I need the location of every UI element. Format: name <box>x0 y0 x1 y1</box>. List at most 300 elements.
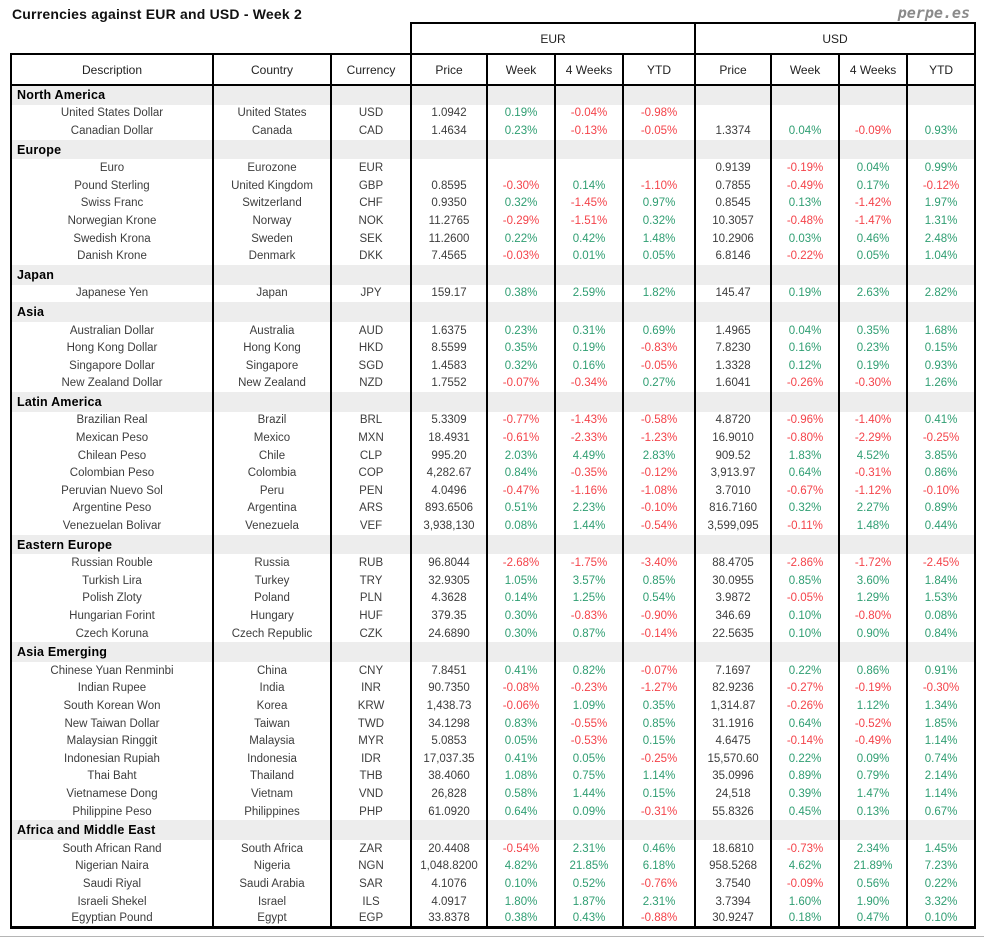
section-filler-cell <box>411 140 487 160</box>
eur-ytd-cell: 0.85% <box>623 715 695 733</box>
usd-price-cell: 1.3328 <box>695 357 771 375</box>
country-cell: Denmark <box>213 247 331 265</box>
eur-ytd-cell: 0.54% <box>623 590 695 608</box>
usd-4weeks-cell: 3.60% <box>839 572 907 590</box>
country-cell: India <box>213 680 331 698</box>
usd-ytd-cell: 0.67% <box>907 803 975 821</box>
usd-price-cell: 30.9247 <box>695 910 771 928</box>
eur-week-cell: 4.82% <box>487 858 555 876</box>
section-filler-cell <box>487 820 555 840</box>
currency-code-cell: CAD <box>331 122 411 140</box>
section-header-row <box>11 265 975 285</box>
description-cell: Euro <box>11 159 213 177</box>
description-cell: Nigerian Naira <box>11 858 213 876</box>
table-row <box>11 893 975 911</box>
table-row <box>11 357 975 375</box>
usd-price-cell: 0.9139 <box>695 159 771 177</box>
country-cell: Singapore <box>213 357 331 375</box>
usd-ytd-cell: 1.14% <box>907 732 975 750</box>
section-filler-cell <box>907 642 975 662</box>
usd-4weeks-cell: 4.52% <box>839 447 907 465</box>
usd-week-cell: 0.64% <box>771 464 839 482</box>
eur-price-cell: 0.8595 <box>411 177 487 195</box>
col-header-usd-week: Week <box>771 54 839 85</box>
usd-week-cell: 0.64% <box>771 715 839 733</box>
eur-week-cell: 0.38% <box>487 285 555 303</box>
eur-week-cell: 1.80% <box>487 893 555 911</box>
usd-ytd-cell: 0.41% <box>907 412 975 430</box>
col-header-eur-price: Price <box>411 54 487 85</box>
table-row <box>11 247 975 265</box>
usd-ytd-cell: 0.91% <box>907 662 975 680</box>
section-filler-cell <box>771 302 839 322</box>
usd-ytd-cell: 3.85% <box>907 447 975 465</box>
currency-code-cell: KRW <box>331 697 411 715</box>
usd-4weeks-cell: -0.31% <box>839 464 907 482</box>
section-filler-cell <box>771 535 839 555</box>
eur-4weeks-cell: -1.51% <box>555 212 623 230</box>
eur-price-cell: 995.20 <box>411 447 487 465</box>
section-filler-cell <box>907 535 975 555</box>
eur-week-cell: -0.06% <box>487 697 555 715</box>
usd-week-cell: -0.22% <box>771 247 839 265</box>
usd-4weeks-cell: -1.47% <box>839 212 907 230</box>
eur-ytd-cell <box>623 159 695 177</box>
usd-ytd-cell: 0.86% <box>907 464 975 482</box>
usd-price-cell: 88.4705 <box>695 554 771 572</box>
eur-ytd-cell: 0.05% <box>623 247 695 265</box>
country-cell: Argentina <box>213 500 331 518</box>
description-cell: Indian Rupee <box>11 680 213 698</box>
section-filler-cell <box>555 302 623 322</box>
section-filler-cell <box>839 820 907 840</box>
table-row <box>11 212 975 230</box>
currency-code-cell: ZAR <box>331 840 411 858</box>
currency-code-cell: AUD <box>331 322 411 340</box>
col-header-usd-price: Price <box>695 54 771 85</box>
currency-code-cell: JPY <box>331 285 411 303</box>
eur-ytd-cell: -0.54% <box>623 517 695 535</box>
eur-ytd-cell: 1.14% <box>623 768 695 786</box>
eur-price-cell: 11.2600 <box>411 230 487 248</box>
eur-ytd-cell: 1.48% <box>623 230 695 248</box>
description-cell: Vietnamese Dong <box>11 785 213 803</box>
section-filler-cell <box>331 535 411 555</box>
eur-week-cell: 0.23% <box>487 122 555 140</box>
currency-code-cell: HKD <box>331 339 411 357</box>
usd-price-cell: 1,314.87 <box>695 697 771 715</box>
eur-4weeks-cell: 0.01% <box>555 247 623 265</box>
country-cell: Hungary <box>213 607 331 625</box>
currency-table-body <box>11 85 975 928</box>
eur-price-cell: 4.3628 <box>411 590 487 608</box>
eur-4weeks-cell: 3.57% <box>555 572 623 590</box>
currency-code-cell: ILS <box>331 893 411 911</box>
description-cell: United States Dollar <box>11 105 213 123</box>
eur-4weeks-cell: 0.19% <box>555 339 623 357</box>
usd-4weeks-cell: -2.29% <box>839 429 907 447</box>
section-header-row <box>11 140 975 160</box>
currency-code-cell: PLN <box>331 590 411 608</box>
country-cell: Australia <box>213 322 331 340</box>
section-filler-cell <box>623 820 695 840</box>
description-cell: Hungarian Forint <box>11 607 213 625</box>
eur-price-cell: 8.5599 <box>411 339 487 357</box>
usd-ytd-cell: -0.30% <box>907 680 975 698</box>
table-row <box>11 195 975 213</box>
eur-4weeks-cell: 0.09% <box>555 803 623 821</box>
currency-code-cell: TRY <box>331 572 411 590</box>
usd-week-cell: 0.13% <box>771 195 839 213</box>
eur-ytd-cell: 0.46% <box>623 840 695 858</box>
eur-4weeks-cell: 0.87% <box>555 625 623 643</box>
usd-4weeks-cell: 2.34% <box>839 840 907 858</box>
usd-week-cell: 1.60% <box>771 893 839 911</box>
usd-price-cell: 1.4965 <box>695 322 771 340</box>
country-cell: United States <box>213 105 331 123</box>
usd-ytd-cell: 0.99% <box>907 159 975 177</box>
usd-ytd-cell: 1.53% <box>907 590 975 608</box>
usd-4weeks-cell: -1.42% <box>839 195 907 213</box>
section-filler-cell <box>839 265 907 285</box>
eur-week-cell: 0.22% <box>487 230 555 248</box>
usd-price-cell: 10.2906 <box>695 230 771 248</box>
eur-price-cell: 1.7552 <box>411 375 487 393</box>
section-filler-cell <box>771 820 839 840</box>
section-filler-cell <box>487 642 555 662</box>
usd-week-cell: -2.86% <box>771 554 839 572</box>
currency-code-cell: SEK <box>331 230 411 248</box>
usd-4weeks-cell: 1.48% <box>839 517 907 535</box>
group-header-row <box>11 23 975 54</box>
table-row <box>11 697 975 715</box>
country-cell: Turkey <box>213 572 331 590</box>
usd-ytd-cell: 1.45% <box>907 840 975 858</box>
usd-4weeks-cell: 2.63% <box>839 285 907 303</box>
usd-ytd-cell: 1.85% <box>907 715 975 733</box>
usd-week-cell: -0.26% <box>771 375 839 393</box>
currency-code-cell: PHP <box>331 803 411 821</box>
eur-week-cell: -2.68% <box>487 554 555 572</box>
description-cell: Mexican Peso <box>11 429 213 447</box>
section-filler-cell <box>213 642 331 662</box>
country-cell: Sweden <box>213 230 331 248</box>
usd-week-cell: -0.49% <box>771 177 839 195</box>
section-filler-cell <box>771 642 839 662</box>
usd-week-cell: -0.26% <box>771 697 839 715</box>
usd-ytd-cell: -0.25% <box>907 429 975 447</box>
usd-price-cell: 816.7160 <box>695 500 771 518</box>
usd-price-cell: 24,518 <box>695 785 771 803</box>
usd-ytd-cell: 0.22% <box>907 875 975 893</box>
eur-ytd-cell: -1.08% <box>623 482 695 500</box>
usd-price-cell: 4.8720 <box>695 412 771 430</box>
usd-ytd-cell: 1.26% <box>907 375 975 393</box>
usd-ytd-cell: 0.84% <box>907 625 975 643</box>
usd-week-cell: 1.83% <box>771 447 839 465</box>
section-filler-cell <box>331 642 411 662</box>
usd-ytd-cell: 0.89% <box>907 500 975 518</box>
description-cell: Thai Baht <box>11 768 213 786</box>
section-filler-cell <box>907 140 975 160</box>
currency-code-cell: USD <box>331 105 411 123</box>
currency-code-cell: RUB <box>331 554 411 572</box>
usd-price-cell: 3,913.97 <box>695 464 771 482</box>
eur-week-cell: -0.08% <box>487 680 555 698</box>
eur-4weeks-cell: 1.25% <box>555 590 623 608</box>
eur-4weeks-cell <box>555 159 623 177</box>
usd-price-cell: 0.8545 <box>695 195 771 213</box>
eur-ytd-cell: -0.05% <box>623 122 695 140</box>
eur-ytd-cell: -1.10% <box>623 177 695 195</box>
table-row <box>11 375 975 393</box>
usd-price-cell: 1.3374 <box>695 122 771 140</box>
eur-ytd-cell: -0.98% <box>623 105 695 123</box>
currency-code-cell: HUF <box>331 607 411 625</box>
eur-price-cell: 38.4060 <box>411 768 487 786</box>
currency-code-cell: EGP <box>331 910 411 928</box>
usd-week-cell: -0.48% <box>771 212 839 230</box>
eur-ytd-cell: -0.90% <box>623 607 695 625</box>
currency-code-cell: NGN <box>331 858 411 876</box>
section-filler-cell <box>623 140 695 160</box>
usd-ytd-cell: 1.04% <box>907 247 975 265</box>
table-row <box>11 732 975 750</box>
usd-week-cell: -0.96% <box>771 412 839 430</box>
eur-4weeks-cell: -1.16% <box>555 482 623 500</box>
eur-4weeks-cell: 0.43% <box>555 910 623 928</box>
section-filler-cell <box>907 265 975 285</box>
eur-ytd-cell: 0.15% <box>623 785 695 803</box>
eur-week-cell: 0.32% <box>487 357 555 375</box>
eur-ytd-cell: -0.12% <box>623 464 695 482</box>
eur-4weeks-cell: -2.33% <box>555 429 623 447</box>
usd-week-cell: 0.04% <box>771 322 839 340</box>
eur-ytd-cell: 2.83% <box>623 447 695 465</box>
eur-price-cell: 159.17 <box>411 285 487 303</box>
section-filler-cell <box>839 392 907 412</box>
usd-ytd-cell: 1.34% <box>907 697 975 715</box>
description-cell: Hong Kong Dollar <box>11 339 213 357</box>
usd-price-cell: 22.5635 <box>695 625 771 643</box>
description-cell: Australian Dollar <box>11 322 213 340</box>
eur-price-cell: 3,938,130 <box>411 517 487 535</box>
usd-group-header: USD <box>695 23 975 54</box>
col-header-eur-ytd: YTD <box>623 54 695 85</box>
eur-week-cell: 0.64% <box>487 803 555 821</box>
page-bottom-rule <box>0 936 984 937</box>
usd-price-cell: 55.8326 <box>695 803 771 821</box>
eur-week-cell: 0.30% <box>487 625 555 643</box>
usd-ytd-cell: 0.93% <box>907 122 975 140</box>
eur-week-cell: -0.47% <box>487 482 555 500</box>
table-row <box>11 875 975 893</box>
usd-4weeks-cell: 0.56% <box>839 875 907 893</box>
country-cell: South Africa <box>213 840 331 858</box>
col-header-usd-ytd: YTD <box>907 54 975 85</box>
section-filler-cell <box>907 85 975 105</box>
eur-price-cell <box>411 159 487 177</box>
usd-4weeks-cell: -0.52% <box>839 715 907 733</box>
section-filler-cell <box>331 392 411 412</box>
usd-price-cell: 3.7010 <box>695 482 771 500</box>
section-title: Asia <box>11 302 213 322</box>
section-filler-cell <box>907 302 975 322</box>
table-row <box>11 159 975 177</box>
usd-ytd-cell: 1.84% <box>907 572 975 590</box>
eur-price-cell: 379.35 <box>411 607 487 625</box>
eur-ytd-cell: -0.88% <box>623 910 695 928</box>
description-cell: Venezuelan Bolivar <box>11 517 213 535</box>
eur-week-cell: 0.58% <box>487 785 555 803</box>
currency-code-cell: IDR <box>331 750 411 768</box>
currency-code-cell: CZK <box>331 625 411 643</box>
section-header-row <box>11 535 975 555</box>
eur-4weeks-cell: 0.82% <box>555 662 623 680</box>
usd-price-cell: 1.6041 <box>695 375 771 393</box>
description-cell: Philippine Peso <box>11 803 213 821</box>
description-cell: Polish Zloty <box>11 590 213 608</box>
description-cell: Brazilian Real <box>11 412 213 430</box>
usd-price-cell: 3.7540 <box>695 875 771 893</box>
table-row <box>11 177 975 195</box>
col-header-currency: Currency <box>331 54 411 85</box>
eur-4weeks-cell: -0.53% <box>555 732 623 750</box>
country-cell: Poland <box>213 590 331 608</box>
eur-ytd-cell: 0.15% <box>623 732 695 750</box>
currency-code-cell: TWD <box>331 715 411 733</box>
eur-ytd-cell: 1.82% <box>623 285 695 303</box>
table-row <box>11 662 975 680</box>
section-filler-cell <box>555 642 623 662</box>
eur-week-cell: 1.08% <box>487 768 555 786</box>
section-filler-cell <box>213 140 331 160</box>
section-filler-cell <box>695 85 771 105</box>
usd-week-cell: 4.62% <box>771 858 839 876</box>
usd-ytd-cell: 2.14% <box>907 768 975 786</box>
eur-price-cell: 18.4931 <box>411 429 487 447</box>
usd-4weeks-cell: -0.49% <box>839 732 907 750</box>
description-cell: Singapore Dollar <box>11 357 213 375</box>
eur-ytd-cell: -3.40% <box>623 554 695 572</box>
country-cell: Czech Republic <box>213 625 331 643</box>
usd-price-cell: 6.8146 <box>695 247 771 265</box>
table-row <box>11 768 975 786</box>
eur-ytd-cell: 0.27% <box>623 375 695 393</box>
table-row <box>11 750 975 768</box>
description-cell: Chinese Yuan Renminbi <box>11 662 213 680</box>
usd-4weeks-cell: 1.47% <box>839 785 907 803</box>
section-filler-cell <box>331 820 411 840</box>
eur-4weeks-cell: 4.49% <box>555 447 623 465</box>
usd-price-cell: 3.9872 <box>695 590 771 608</box>
currency-code-cell: INR <box>331 680 411 698</box>
section-filler-cell <box>695 392 771 412</box>
eur-ytd-cell: -0.05% <box>623 357 695 375</box>
section-title: Eastern Europe <box>11 535 213 555</box>
section-filler-cell <box>771 85 839 105</box>
usd-price-cell: 16.9010 <box>695 429 771 447</box>
table-row <box>11 715 975 733</box>
country-cell: Philippines <box>213 803 331 821</box>
description-cell: Peruvian Nuevo Sol <box>11 482 213 500</box>
section-header-row <box>11 392 975 412</box>
eur-week-cell: 0.32% <box>487 195 555 213</box>
usd-price-cell: 958.5268 <box>695 858 771 876</box>
eur-week-cell: -0.77% <box>487 412 555 430</box>
eur-ytd-cell: -0.31% <box>623 803 695 821</box>
description-cell: Danish Krone <box>11 247 213 265</box>
eur-week-cell: -0.30% <box>487 177 555 195</box>
usd-ytd-cell: 1.97% <box>907 195 975 213</box>
currency-code-cell: BRL <box>331 412 411 430</box>
currency-code-cell: CNY <box>331 662 411 680</box>
usd-price-cell: 3.7394 <box>695 893 771 911</box>
usd-4weeks-cell: 1.12% <box>839 697 907 715</box>
usd-price-cell: 145.47 <box>695 285 771 303</box>
usd-4weeks-cell: 1.29% <box>839 590 907 608</box>
section-filler-cell <box>623 392 695 412</box>
usd-price-cell: 31.1916 <box>695 715 771 733</box>
eur-price-cell: 1,048.8200 <box>411 858 487 876</box>
usd-week-cell: 0.19% <box>771 285 839 303</box>
section-filler-cell <box>555 820 623 840</box>
eur-week-cell: -0.07% <box>487 375 555 393</box>
table-row <box>11 607 975 625</box>
usd-4weeks-cell: -0.30% <box>839 375 907 393</box>
country-cell: Israel <box>213 893 331 911</box>
usd-price-cell: 3,599,095 <box>695 517 771 535</box>
country-cell: Japan <box>213 285 331 303</box>
eur-ytd-cell: -0.76% <box>623 875 695 893</box>
usd-4weeks-cell: 0.90% <box>839 625 907 643</box>
table-row <box>11 105 975 123</box>
eur-week-cell: 0.19% <box>487 105 555 123</box>
group-header-spacer <box>11 23 411 54</box>
section-filler-cell <box>487 85 555 105</box>
country-cell: Switzerland <box>213 195 331 213</box>
eur-4weeks-cell: 0.75% <box>555 768 623 786</box>
currency-code-cell: GBP <box>331 177 411 195</box>
usd-4weeks-cell: 0.23% <box>839 339 907 357</box>
section-filler-cell <box>213 820 331 840</box>
usd-4weeks-cell: 0.46% <box>839 230 907 248</box>
currency-code-cell: COP <box>331 464 411 482</box>
eur-ytd-cell: -0.07% <box>623 662 695 680</box>
description-cell: Swedish Krona <box>11 230 213 248</box>
usd-price-cell: 18.6810 <box>695 840 771 858</box>
table-row <box>11 803 975 821</box>
eur-4weeks-cell: -0.34% <box>555 375 623 393</box>
description-cell: Canadian Dollar <box>11 122 213 140</box>
usd-week-cell: 0.10% <box>771 607 839 625</box>
usd-ytd-cell: 0.44% <box>907 517 975 535</box>
usd-4weeks-cell: -0.80% <box>839 607 907 625</box>
eur-price-cell: 20.4408 <box>411 840 487 858</box>
usd-week-cell: -0.14% <box>771 732 839 750</box>
currency-code-cell: CLP <box>331 447 411 465</box>
eur-price-cell: 1.4634 <box>411 122 487 140</box>
eur-week-cell: -0.61% <box>487 429 555 447</box>
table-row <box>11 554 975 572</box>
section-header-row <box>11 302 975 322</box>
currency-code-cell: VND <box>331 785 411 803</box>
eur-4weeks-cell: -0.23% <box>555 680 623 698</box>
country-cell: Canada <box>213 122 331 140</box>
usd-price-cell: 909.52 <box>695 447 771 465</box>
description-cell: Chilean Peso <box>11 447 213 465</box>
eur-week-cell <box>487 159 555 177</box>
